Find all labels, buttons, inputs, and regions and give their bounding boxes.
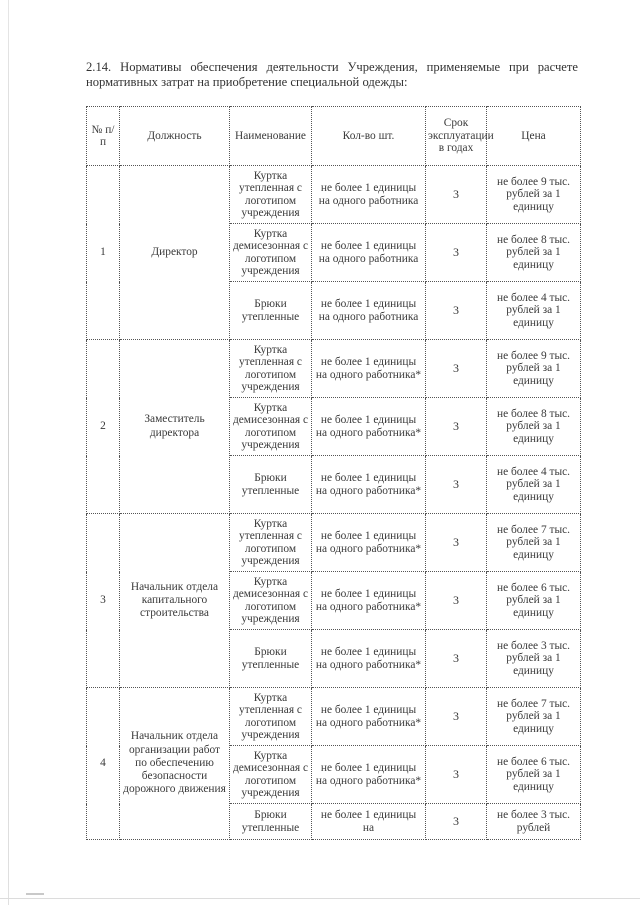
page-edge bbox=[8, 0, 9, 905]
item-name: Брюки утепленные bbox=[230, 630, 312, 688]
position-cell: Директор bbox=[120, 166, 230, 340]
header-position: Должность bbox=[120, 107, 230, 166]
item-price: не более 3 тыс. рублей bbox=[487, 804, 581, 840]
item-name: Брюки утепленные bbox=[230, 804, 312, 840]
item-term: 3 bbox=[426, 630, 487, 688]
item-name: Куртка демисезонная с логотипом учреждения bbox=[230, 398, 312, 456]
intro-paragraph: 2.14. Нормативы обеспечения деятельности Учреждения, применяемые при расчете нормативных затрат на приобретение специальной одежды: bbox=[86, 60, 578, 89]
item-price: не более 6 тыс. рублей за 1 единицу bbox=[487, 572, 581, 630]
item-price: не более 6 тыс. рублей за 1 единицу bbox=[487, 746, 581, 804]
row-number: 1 bbox=[87, 166, 120, 340]
table-row bbox=[87, 340, 581, 398]
scan-artifact bbox=[26, 893, 44, 895]
item-qty: не более 1 единицы на bbox=[312, 804, 426, 840]
row-number: 2 bbox=[87, 340, 120, 514]
item-term: 3 bbox=[426, 282, 487, 340]
item-name: Брюки утепленные bbox=[230, 456, 312, 514]
item-term: 3 bbox=[426, 746, 487, 804]
page-edge-bottom bbox=[0, 898, 640, 899]
item-qty: не более 1 единицы на одного работника* bbox=[312, 746, 426, 804]
item-price: не более 8 тыс. рублей за 1 единицу bbox=[487, 224, 581, 282]
item-price: не более 7 тыс. рублей за 1 единицу bbox=[487, 688, 581, 746]
item-qty: не более 1 единицы на одного работника* bbox=[312, 688, 426, 746]
item-name: Куртка утепленная с логотипом учреждения bbox=[230, 166, 312, 224]
item-term: 3 bbox=[426, 340, 487, 398]
header-name: Наименование bbox=[230, 107, 312, 166]
table-row bbox=[87, 514, 581, 572]
item-term: 3 bbox=[426, 572, 487, 630]
item-name: Куртка демисезонная с логотипом учреждения bbox=[230, 746, 312, 804]
item-price: не более 3 тыс. рублей за 1 единицу bbox=[487, 630, 581, 688]
item-qty: не более 1 единицы на одного работника* bbox=[312, 630, 426, 688]
item-qty: не более 1 единицы на одного работника* bbox=[312, 514, 426, 572]
item-name: Куртка демисезонная с логотипом учреждения bbox=[230, 572, 312, 630]
clothing-norms-table bbox=[86, 106, 581, 840]
item-name: Куртка демисезонная с логотипом учреждения bbox=[230, 224, 312, 282]
table-row bbox=[87, 688, 581, 746]
header-qty: Кол-во шт. bbox=[312, 107, 426, 166]
item-price: не более 4 тыс. рублей за 1 единицу bbox=[487, 282, 581, 340]
item-qty: не более 1 единицы на одного работника* bbox=[312, 340, 426, 398]
item-qty: не более 1 единицы на одного работника bbox=[312, 224, 426, 282]
item-name: Брюки утепленные bbox=[230, 282, 312, 340]
header-num: № п/п bbox=[87, 107, 120, 166]
item-qty: не более 1 единицы на одного работника* bbox=[312, 398, 426, 456]
item-qty: не более 1 единицы на одного работника bbox=[312, 282, 426, 340]
item-price: не более 9 тыс. рублей за 1 единицу bbox=[487, 340, 581, 398]
item-price: не более 7 тыс. рублей за 1 единицу bbox=[487, 514, 581, 572]
item-term: 3 bbox=[426, 166, 487, 224]
position-cell: Заместитель директора bbox=[120, 340, 230, 514]
row-number: 4 bbox=[87, 688, 120, 840]
item-qty: не более 1 единицы на одного работника* bbox=[312, 572, 426, 630]
item-qty: не более 1 единицы на одного работника bbox=[312, 166, 426, 224]
row-number: 3 bbox=[87, 514, 120, 688]
item-name: Куртка утепленная с логотипом учреждения bbox=[230, 688, 312, 746]
table-header-row bbox=[87, 107, 581, 166]
item-price: не более 8 тыс. рублей за 1 единицу bbox=[487, 398, 581, 456]
item-term: 3 bbox=[426, 398, 487, 456]
item-term: 3 bbox=[426, 456, 487, 514]
header-price: Цена bbox=[487, 107, 581, 166]
table-row bbox=[87, 166, 581, 224]
item-term: 3 bbox=[426, 688, 487, 746]
item-price: не более 9 тыс. рублей за 1 единицу bbox=[487, 166, 581, 224]
item-name: Куртка утепленная с логотипом учреждения bbox=[230, 340, 312, 398]
item-price: не более 4 тыс. рублей за 1 единицу bbox=[487, 456, 581, 514]
item-term: 3 bbox=[426, 804, 487, 840]
item-name: Куртка утепленная с логотипом учреждения bbox=[230, 514, 312, 572]
header-term: Срок эксплуатации в годах bbox=[426, 107, 487, 166]
item-term: 3 bbox=[426, 224, 487, 282]
item-qty: не более 1 единицы на одного работника* bbox=[312, 456, 426, 514]
position-cell: Начальник отдела капитального строительства bbox=[120, 514, 230, 688]
section-intro bbox=[86, 60, 578, 90]
position-cell: Начальник отдела организации работ по обеспечению безопасности дорожного движения bbox=[120, 688, 230, 840]
item-term: 3 bbox=[426, 514, 487, 572]
